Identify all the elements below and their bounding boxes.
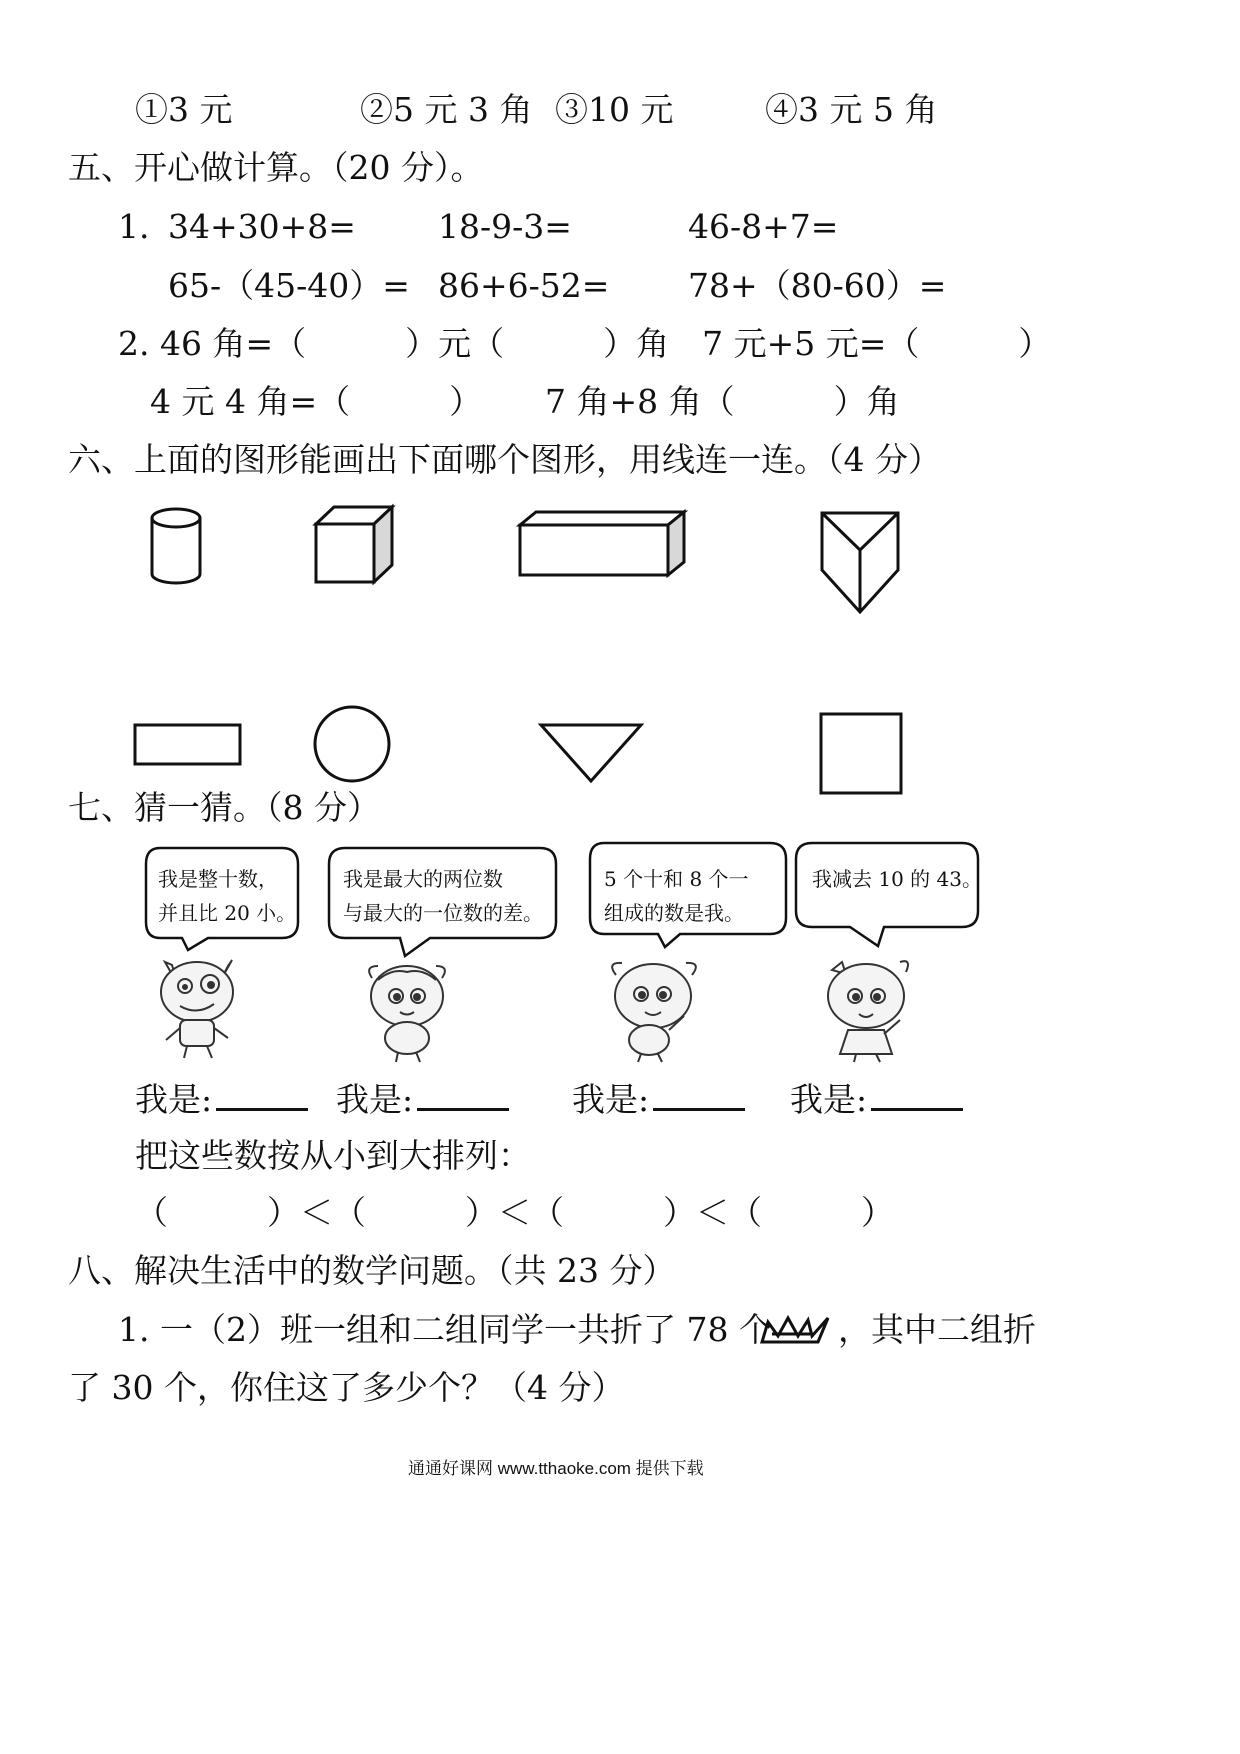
cube-icon bbox=[316, 507, 392, 582]
sheep-girl-character-icon bbox=[828, 961, 908, 1062]
circle-icon bbox=[315, 707, 389, 781]
option-3: ③10 元 bbox=[555, 90, 674, 129]
calc-6: 78+（80-60）= bbox=[688, 266, 947, 305]
calc-5: 86+6-52= bbox=[438, 266, 610, 305]
section8-q1-line2: 了 30 个，你住这了多少个？（4 分） bbox=[68, 1368, 625, 1407]
money-q-line2b: 7 角+8 角（ ）角 bbox=[545, 382, 900, 421]
money-q-line1: 2. 46 角=（ ）元（ ）角 7 元+5 元=（ ） bbox=[118, 324, 1052, 363]
section8-q1-part2: ，其中二组折 bbox=[838, 1310, 1036, 1349]
money-q-line2a: 4 元 4 角=（ ） bbox=[150, 382, 483, 421]
cuboid-icon bbox=[520, 512, 684, 575]
bubble-text-3: 5 个十和 8 个一 组成的数是我。 bbox=[604, 867, 749, 925]
bubble-text-4: 我减去 10 的 43。 bbox=[812, 867, 982, 891]
answer-2 bbox=[336, 1078, 509, 1120]
sort-line: （ ）＜（ ）＜（ ）＜（ ） bbox=[135, 1193, 894, 1232]
option-1: ①3 元 bbox=[135, 90, 233, 129]
sort-prompt: 把这些数按从小到大排列： bbox=[135, 1136, 531, 1175]
answer-label: 我是: bbox=[790, 1080, 868, 1119]
answer-label: 我是: bbox=[572, 1080, 650, 1119]
answer-label: 我是: bbox=[336, 1080, 414, 1119]
option-2: ②5 元 3 角 bbox=[360, 90, 533, 129]
calc-2: 18-9-3= bbox=[438, 207, 572, 246]
calc-3: 46-8+7= bbox=[688, 207, 839, 246]
answer-label: 我是: bbox=[135, 1080, 213, 1119]
bubble-text-1: 我是整十数， 并且比 20 小。 bbox=[158, 867, 297, 925]
calc-4: 65-（45-40）= bbox=[168, 266, 410, 305]
triangular-prism-icon bbox=[822, 513, 898, 612]
answer-blank[interactable] bbox=[417, 1078, 509, 1111]
option-4: ④3 元 5 角 bbox=[765, 90, 938, 129]
section6-title: 六、上面的图形能画出下面哪个图形，用线连一连。（4 分） bbox=[68, 440, 941, 479]
page-footer: 通通好课网 www.tthaoke.com 提供下载 bbox=[408, 1459, 704, 1478]
section5-title: 五、开心做计算。（20 分）。 bbox=[68, 148, 484, 187]
wolf-character-icon bbox=[161, 960, 233, 1058]
answer-blank[interactable] bbox=[216, 1078, 308, 1111]
bubble-text-2: 我是最大的两位数 与最大的一位数的差。 bbox=[343, 867, 543, 925]
answer-4 bbox=[790, 1078, 963, 1120]
section5-q1-label: 1. bbox=[118, 207, 150, 246]
answer-blank[interactable] bbox=[871, 1078, 963, 1111]
square-icon bbox=[821, 714, 901, 793]
triangle-icon bbox=[541, 725, 641, 781]
answer-1 bbox=[135, 1078, 308, 1120]
calc-1: 34+30+8= bbox=[168, 207, 356, 246]
section7-title: 七、猜一猜。（8 分） bbox=[68, 788, 380, 827]
sheep-character-icon-2 bbox=[612, 963, 696, 1062]
rectangle-icon bbox=[135, 725, 240, 764]
section8-q1-part1: 1. 一（2）班一组和二组同学一共折了 78 个 bbox=[118, 1310, 772, 1349]
cylinder-icon bbox=[152, 509, 200, 583]
answer-3 bbox=[572, 1078, 745, 1120]
section8-title: 八、解决生活中的数学问题。（共 23 分） bbox=[68, 1251, 676, 1290]
sheep-character-icon bbox=[369, 966, 445, 1062]
answer-blank[interactable] bbox=[653, 1078, 745, 1111]
